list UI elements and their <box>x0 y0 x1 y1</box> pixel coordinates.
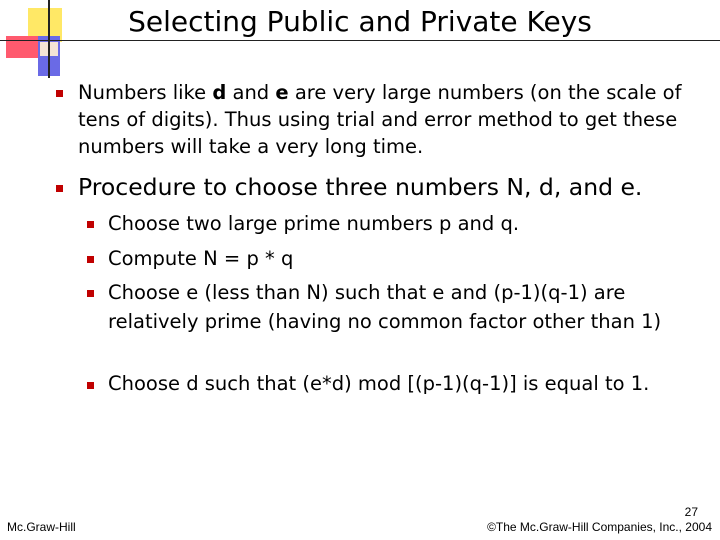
sub-bullet-choose-d: Choose d such that (e*d) mod [(p-1)(q-1)] is equal to 1. <box>108 372 650 395</box>
footer-copyright: ©The Mc.Graw-Hill Companies, Inc., 2004 <box>487 520 712 534</box>
sub-bullet-marker <box>87 221 94 228</box>
sub-bullet-choose-primes: Choose two large prime numbers p and q. <box>108 212 520 235</box>
sub-bullet-marker <box>87 382 94 389</box>
sub-bullet-compute-n: Compute N = p * q <box>108 247 294 270</box>
sub-bullet-marker <box>87 256 94 263</box>
sub-bullet-choose-e: Choose e (less than N) such that e and (p-1)(q-1) are relatively prime (having no common factor other than 1) <box>108 281 662 333</box>
slide-title: Selecting Public and Private Keys <box>128 5 592 38</box>
decor-horizontal-line <box>0 40 720 41</box>
footer-publisher: Mc.Graw-Hill <box>7 520 76 534</box>
bullet-text-large-numbers: Numbers like d and e are very large numbers (on the scale of tens of digits). Thus using trial and error method to get these numbers will take a very long time. <box>78 81 682 158</box>
decor-vertical-line <box>48 0 50 78</box>
bullet-text-procedure: Procedure to choose three numbers N, d, and e. <box>78 173 643 201</box>
bullet-marker <box>56 90 63 97</box>
sub-bullet-marker <box>87 290 94 297</box>
bullet-marker <box>56 185 63 192</box>
page-number: 27 <box>684 505 698 519</box>
